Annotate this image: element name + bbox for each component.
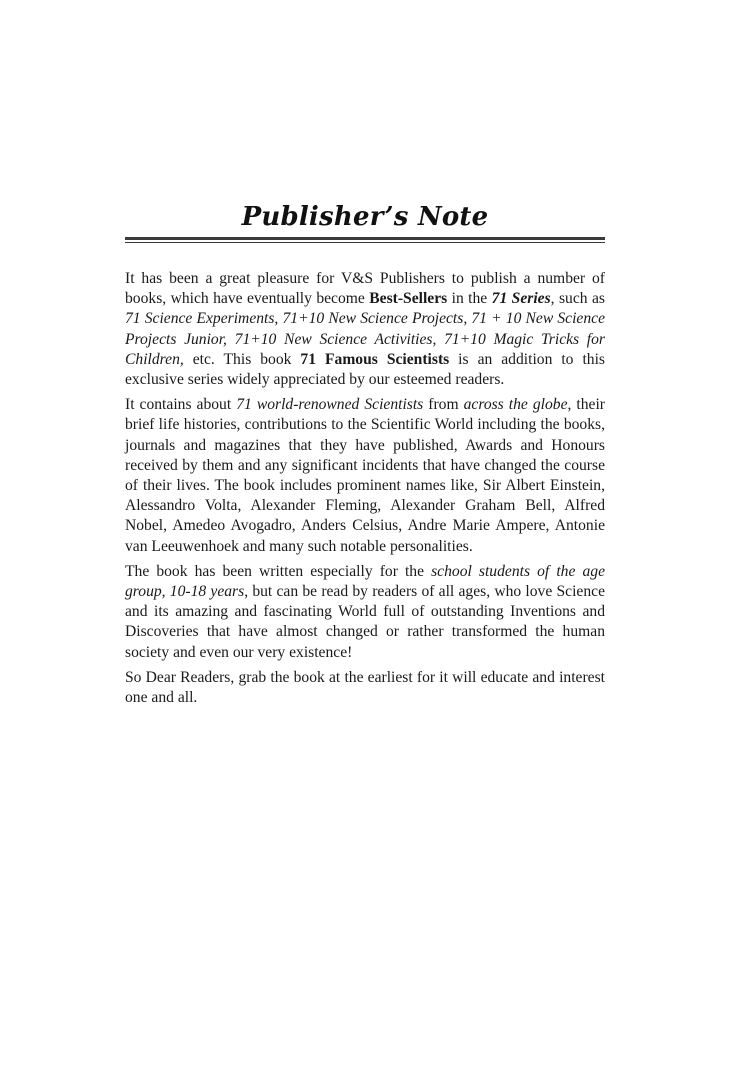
page-title: Publisher’s Note bbox=[241, 202, 489, 232]
paragraph-audience bbox=[125, 562, 605, 663]
text-run: in the bbox=[447, 290, 492, 308]
title-rule-thin bbox=[125, 242, 605, 243]
book-title: 71 Famous Scientists bbox=[300, 350, 450, 368]
text-run: It has been a great pleasure for V&S Publishers to publish a number of books, which have eventually become bbox=[125, 270, 605, 308]
title-rule-thick bbox=[125, 237, 605, 240]
note-body bbox=[125, 269, 605, 708]
paragraph-closing bbox=[125, 668, 605, 708]
text-run: is an addition to this exclusive series widely appreciated by our esteemed readers. bbox=[125, 350, 605, 389]
text-run: , but can be read by readers of all ages, who love Science and its amazing and fascinating World full of outstanding Inventions and Discoveries that have almost changed or rather transformed the human society and even our very existence! bbox=[125, 583, 605, 661]
bold-best-sellers: Best-Sellers bbox=[369, 290, 448, 308]
paragraph-intro bbox=[125, 269, 605, 390]
italic-audience: school students of the age group, 10-18 years bbox=[125, 562, 605, 601]
publishers-note-page bbox=[125, 195, 605, 713]
book-titles-list: 71 Science Experiments, 71+10 New Science Projects, 71 + 10 New Science Projects Junior, 71+10 New Science Activities, 71+10 Magic Tricks for Children, bbox=[125, 310, 605, 368]
paragraph-contents bbox=[125, 395, 605, 557]
italic-globe: across the globe bbox=[463, 396, 568, 414]
text-run: The book has been written especially for the bbox=[125, 562, 432, 580]
italic-scientists: 71 world-renowned Scientists bbox=[236, 396, 424, 414]
text-run: , such as bbox=[550, 290, 605, 308]
text-run: , their brief life histories, contributions to the Scientific World including the books, journals and magazines that they have published, Awards and Honours received by them and any significant incidents that have changed the course of their lives. The book includes prominent names like, Sir Albert Einstein, Alessandro Volta, Alexander Fleming, Alexander Graham Bell, Alfred Nobel, Amedeo Avogadro, Anders Celsius, Andre Marie Ampere, Antonie van Leeuwenhoek and many such notable personalities. bbox=[125, 396, 605, 555]
text-run: from bbox=[423, 396, 464, 414]
text-run: It contains about bbox=[125, 396, 237, 414]
title-double-rule bbox=[125, 237, 605, 243]
text-run: So Dear Readers, grab the book at the earliest for it will educate and interest one and all. bbox=[125, 668, 605, 707]
text-run: etc. This book bbox=[183, 350, 301, 368]
series-name: 71 Series bbox=[491, 290, 551, 308]
